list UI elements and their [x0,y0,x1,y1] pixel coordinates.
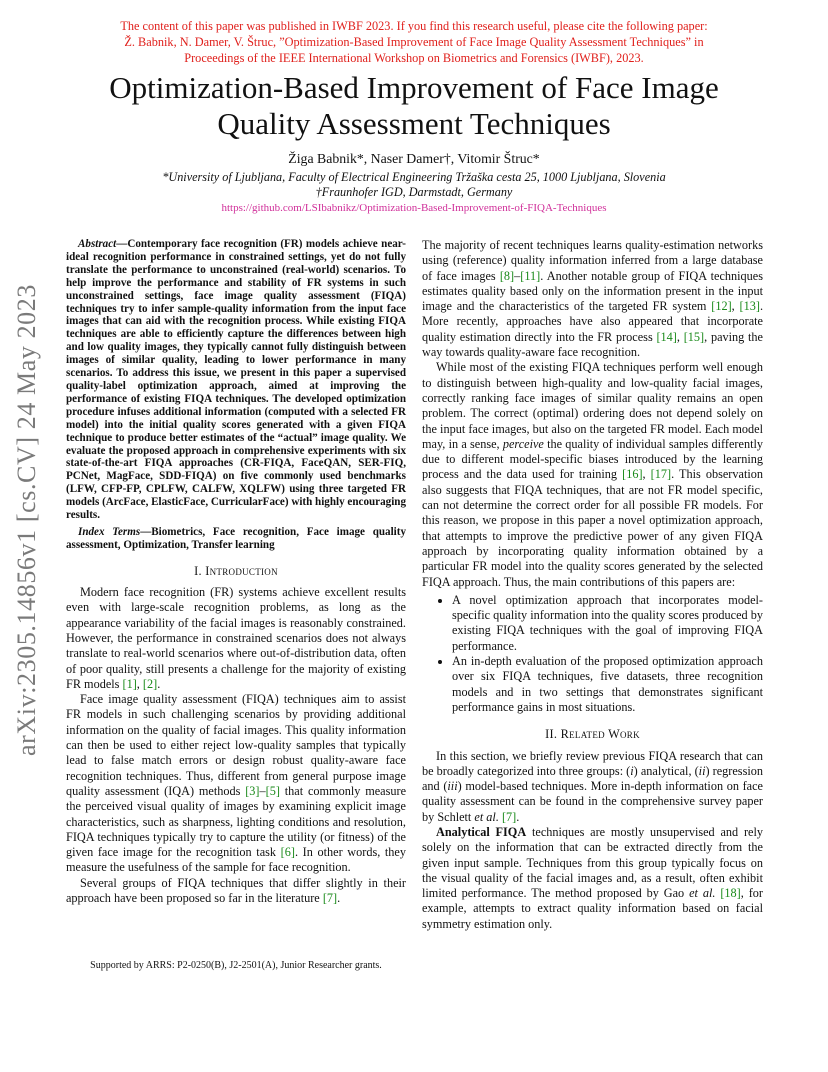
right-column [422,238,763,932]
abstract-text: —Contemporary face recognition (FR) models achieve near-ideal recognition performance in constrained settings, yet do not fully translate the performance to unconstrained (real-world) scenarios. To help improve the performance and stability of FR systems in such unconstrained settings, face image quality assessment (FIQA) techniques try to infer sample-quality information from the input face images that can aid with the recognition process. While existing FIQA techniques are able to efficiently capture the differences between high and low quality images, they typically cannot fully distinguish between images of similar quality, leading to lower performance in many scenarios. To address this issue, we present in this paper a supervised quality-label optimization approach, aimed at improving the performance of existing FIQA techniques. The developed optimization procedure infuses additional information (computed with a selected FR model) into the initial quality scores generated with a given FIQA technique to produce better estimates of the “actual” image quality. We evaluate the proposed approach in comprehensive experiments with six state-of-the-art FIQA approaches (CR-FIQA, FaceQAN, SER-FIQ, PCNet, MagFace, SDD-FIQA) on five commonly used benchmarks (LFW, CFP-FP, CPLFW, CALFW, XQLFW) using three targeted FR models (ArcFace, ElasticFace, CurricularFace) with highly encouraging results. [66,238,406,522]
citation-link[interactable]: [11] [520,268,541,283]
index-terms-text: —Biometrics, Face recognition, Face image quality assessment, Optimization, Transfer learning [66,525,406,551]
intro-paragraph-1: Modern face recognition (FR) systems achieve excellent results even with large-scale recognition problems, as long as the appearance variability of the facial images is reasonably constrained. However, the performance in constrained scenarios does not always translate to real-world scenarios where out-of-distribution data, often of poor quality, still presents a challenge for the majority of existing FR models [1], [2]. [66,585,406,691]
left-column [66,238,406,906]
paper-title-line1: Optimization-Based Improvement of Face Image [109,70,719,105]
paper-title [40,70,788,142]
abstract-lead: Abstract [78,238,117,250]
right-paragraph-2: While most of the existing FIQA techniques perform well enough to distinguish between high-quality and low-quality facial images, correctly ranking face images of similar quality remains an open problem. The correct (optimal) ordering does not depend solely on the input face images, but also on the targeted FR model. Each model may, in a sense, perceive the quality of individual samples differently due to different model-specific biases introduced by the learning process and the data used for training [16], [17]. This observation also suggests that FIQA techniques, that are not FR model specific, can not determine the correct order for all possible FR models. For this reason, we propose in this paper a novel optimization approach, that attempts to improve the predictive power of any given FIQA approach by incorporating quality information obtained by a particular FR model into the quality scores generated by the selected FIQA approach. Thus, the main contributions of this papers are: [422,360,764,589]
citation-link[interactable]: [17] [650,467,672,482]
related-paragraph-1: In this section, we briefly review previous FIQA research that can be broadly categorized into three groups: (i) analytical, (ii) regression and (iii) model-based techniques. More in-depth information on face quality assessment can be found in the comprehensive survey paper by Schlett et al. [7]. [422,748,763,824]
index-terms-lead: Index Terms [78,525,141,538]
paper-title-line2: Quality Assessment Techniques [217,106,611,141]
citation-link[interactable]: [14] [656,329,677,344]
section-heading-related-work: II. Related Work [545,727,640,742]
intro-paragraph-3: Several groups of FIQA techniques that differ slightly in their approach have been proposed so far in the literature [7]. [66,875,406,905]
related-paragraph-2: Analytical FIQA techniques are mostly unsupervised and rely solely on the information that can be extracted directly from the given input sample. Techniques from this group typically focus on the visual quality of the facial images and, as a result, often exhibit limited performance. The method proposed by Gao et al. [18], for example, attempts to extract quality information based on facial symmetry estimation only. [422,824,764,931]
citation-link[interactable]: [6] [280,845,295,860]
citation-notice [60,18,768,66]
index-terms [66,526,406,552]
citation-link[interactable]: [7] [322,890,338,905]
contribution-item: • An in-depth evaluation of the proposed optimization approach over six FIQA techniques, five datasets, three recognition models and in two settings that demonstrates significant performance gains in most situations. [452,654,763,715]
citation-link[interactable]: [18] [720,886,741,901]
abstract [66,238,406,522]
citation-link[interactable]: [12] [711,299,732,314]
citation-notice-line2: Ž. Babnik, N. Damer, V. Štruc, ”Optimization-Based Improvement of Face Image Quality Assessment Techniques” in [124,35,704,49]
citation-notice-line1: The content of this paper was published in IWBF 2023. If you find this research useful, please cite the following paper: [120,19,708,33]
citation-link[interactable]: [5] [265,783,280,798]
author-list: Žiga Babnik*, Naser Damer†, Vitomir Štruc* [288,151,540,166]
citation-link[interactable]: [8] [499,268,515,283]
citation-link[interactable]: [3] [245,783,260,798]
affiliation-ljubljana: *University of Ljubljana, Faculty of Electrical Engineering Tržaška cesta 25, 1000 Ljubljana, Slovenia [162,170,666,184]
citation-link[interactable]: [13] [739,299,760,314]
github-link[interactable]: https://github.com/LSIbabnikz/Optimization-Based-Improvement-of-FIQA-Techniques [221,202,607,214]
citation-notice-line3: Proceedings of the IEEE International Workshop on Biometrics and Forensics (IWBF), 2023. [184,51,644,65]
affiliation-fraunhofer: †Fraunhofer IGD, Darmstadt, Germany [315,185,513,199]
right-paragraph-1: The majority of recent techniques learns quality-estimation networks using (reference) quality information inferred from a large database of face images [8]–[11]. Another notable group of FIQA techniques estimates quality based only on the information present in the input image and the characteristics of the targeted FR system [12], [13]. More recently, approaches have also appeared that incorporate quality estimation directly into the FR process [14], [15], paving the way towards quality-aware face recognition. [422,238,764,360]
funding-footnote: Supported by ARRS: P2-0250(B), J2-2501(A), Junior Researcher grants. [90,960,382,971]
citation-link[interactable]: [16] [622,467,643,482]
citation-link[interactable]: [15] [683,329,705,344]
contributions-list [422,593,763,715]
citation-link[interactable]: [2] [142,676,158,691]
arxiv-stamp: arXiv:2305.14856v1 [cs.CV] 24 May 2023 [12,284,41,756]
contribution-item: • A novel optimization approach that incorporates model-specific quality information into the quality scores produced by existing FIQA techniques with the goal of improving FIQA performance. [452,593,763,654]
section-heading-introduction: I. Introduction [194,563,278,578]
citation-link[interactable]: [7] [501,809,517,824]
citation-link[interactable]: [1] [122,676,137,691]
intro-paragraph-2: Face image quality assessment (FIQA) techniques aim to assist FR models in such challenging scenarios by providing additional information on the quality of facial images. This quality information can then be used to either reject low-quality samples that typically lead to false match errors or design robust quality-aware face recognition techniques. Thus, different from general purpose image quality assessment (IQA) methods [3]–[5] that commonly measure the perceived visual quality of images by examining explicit image characteristics, such as sharpness, lighting conditions and resolution, FIQA techniques typically try to capture the utility (or fitness) of the given face image for the recognition task [6]. In other words, they measure the usefulness of the sample for face recognition. [66,692,406,875]
